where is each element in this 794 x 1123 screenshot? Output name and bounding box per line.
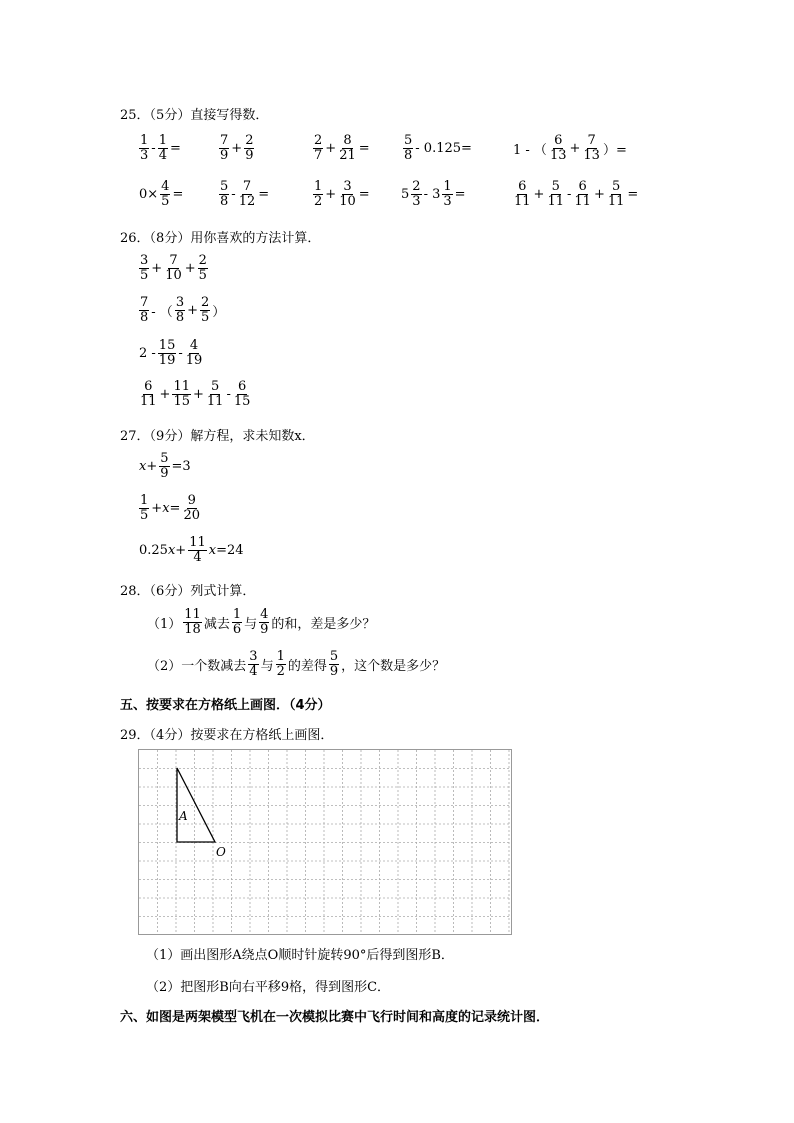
q26-e4: $\frac{6}{11}$ + $\frac{11}{15}$ + $\frac{5}{11}$ - $\frac{6}{15}$ bbox=[140, 379, 251, 409]
grid-svg bbox=[139, 750, 511, 934]
shape-a bbox=[177, 768, 215, 842]
q25-r1-e1: $\frac{1}{3}$ - $\frac{1}{4}$ = bbox=[140, 133, 181, 163]
label-o: O bbox=[216, 845, 226, 859]
section-5-title: 五、按要求在方格纸上画图．（4分） bbox=[120, 698, 331, 713]
q25-r1-e5: 1 - （ $\frac{6}{13}$ + $\frac{7}{13}$ ）= bbox=[513, 133, 627, 163]
label-a: A bbox=[179, 809, 188, 823]
q25-r2-e3: $\frac{1}{2}$ + $\frac{3}{10}$ = bbox=[314, 179, 370, 209]
q26-e1: $\frac{3}{5}$ + $\frac{7}{10}$ + $\frac{2}{5}$ bbox=[140, 253, 207, 283]
q26-e3: 2 - $\frac{15}{19}$ - $\frac{4}{19}$ bbox=[139, 338, 203, 368]
q26-title: 26．（8分）用你喜欢的方法计算． bbox=[120, 231, 321, 246]
q25-r2-e5: $\frac{6}{11}$ + $\frac{5}{11}$ - $\frac{6}{11}$ + $\frac{5}{11}$ = bbox=[514, 179, 639, 209]
grid-paper bbox=[138, 749, 512, 935]
q28-title: 28．（6分）列式计算． bbox=[120, 584, 256, 599]
q25-r1-e4: $\frac{5}{8}$ - 0.125= bbox=[404, 133, 472, 163]
q29-p1: （1）画出图形A绕点O顺时针旋转90°后得到图形B． bbox=[146, 948, 454, 963]
q28-p1: （1） $\frac{11}{18}$ 减去 $\frac{1}{6}$ 与 $\frac{4}{9}$ 的和，差是多少？ bbox=[147, 607, 376, 637]
q25-r1-e2: $\frac{7}{9}$ + $\frac{2}{9}$ bbox=[220, 133, 254, 163]
q25-r1-e3: $\frac{2}{7}$ + $\frac{8}{21}$ = bbox=[314, 133, 370, 163]
q25-r2-e4: 5 $\frac{2}{3}$ - 3 $\frac{1}{3}$ = bbox=[401, 179, 466, 209]
q27-e2: $\frac{1}{5}$ +x= $\frac{9}{20}$ bbox=[140, 493, 200, 523]
section-6-title: 六、如图是两架模型飞机在一次模拟比赛中飞行时间和高度的记录统计图． bbox=[120, 1010, 550, 1025]
q29-title: 29．（4分）按要求在方格纸上画图． bbox=[120, 728, 334, 743]
q29-p2: （2）把图形B向右平移9格，得到图形C． bbox=[146, 980, 391, 995]
q27-title: 27．（9分）解方程，求未知数x． bbox=[120, 429, 315, 444]
q28-p2: （2）一个数减去 $\frac{3}{4}$ 与 $\frac{1}{2}$ 的差得 $\frac{5}{9}$ ，这个数是多少？ bbox=[147, 649, 446, 679]
q27-e3: 0.25x+ $\frac{11}{4}$ x=24 bbox=[139, 535, 244, 565]
q26-e2: $\frac{7}{8}$ - （ $\frac{3}{8}$ + $\frac{2}{5}$ ） bbox=[140, 295, 226, 325]
q27-e1: x+ $\frac{5}{9}$ =3 bbox=[139, 451, 191, 481]
q25-r2-e2: $\frac{5}{8}$ - $\frac{7}{12}$ = bbox=[220, 179, 270, 209]
q25-title: 25．（5分）直接写得数． bbox=[120, 108, 269, 123]
q25-r2-e1: 0× $\frac{4}{5}$ = bbox=[139, 179, 184, 209]
